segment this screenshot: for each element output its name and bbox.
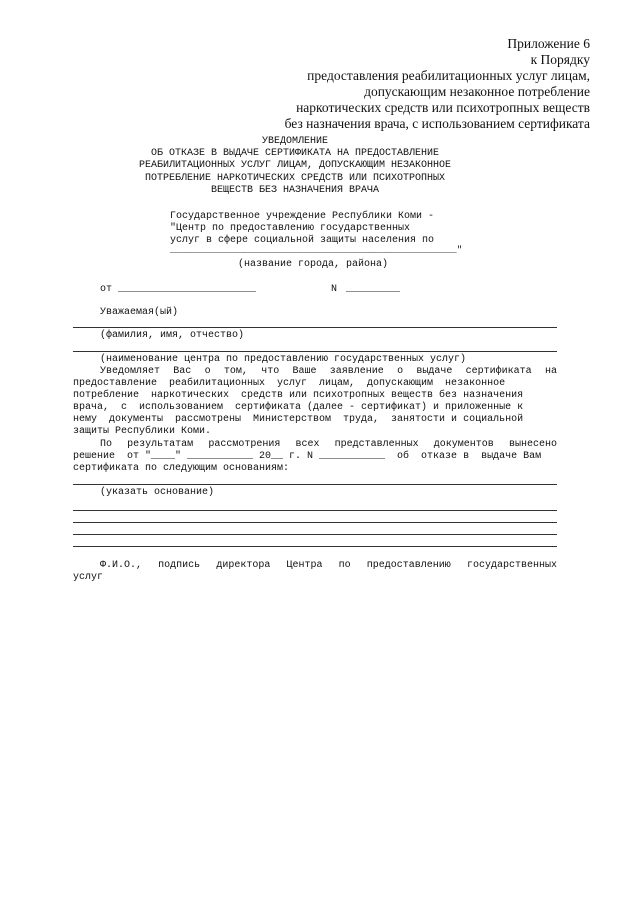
reason-hint: (указать основание) (100, 487, 215, 498)
word: выдаче (416, 366, 453, 377)
city-hint: (название города, района) (238, 259, 389, 270)
body-line: решение от "____" ___________ 20__ г. N ___________ об отказе в выдаче Вам (73, 451, 542, 462)
body-line: врача, с использованием сертификата (далее - сертификат) и приложенные к (73, 402, 524, 413)
title-line: ВЕЩЕСТВ БЕЗ НАЗНАЧЕНИЯ ВРАЧА (210, 184, 380, 196)
word: вынесено (508, 439, 557, 450)
word: представленных (334, 439, 419, 450)
word: результатам (127, 439, 194, 450)
word: подпись (158, 560, 201, 571)
full-name-line (73, 327, 557, 328)
word: Центра (286, 560, 323, 571)
appendix-line: к Порядку (530, 52, 590, 67)
appendix-line: предоставления реабилитационных услуг лицам, (307, 68, 590, 83)
word: заявление (329, 366, 384, 377)
salutation: Уважаемая(ый) (100, 307, 179, 318)
appendix-line: допускающим незаконное потребление (364, 84, 590, 99)
word: по (338, 560, 351, 571)
signature-line: услуг (73, 572, 104, 583)
reason-line (73, 510, 557, 511)
institution-line: услуг в сфере социальной защиты населения по (170, 235, 435, 246)
reason-line (73, 522, 557, 523)
from-label: от (100, 284, 113, 295)
word: Уведомляет (100, 366, 161, 377)
body-line: предоставление реабилитационных услуг лицам, допускающим незаконное (73, 378, 506, 389)
document-title (120, 136, 470, 197)
word: том, (223, 366, 248, 377)
title-line: РЕАБИЛИТАЦИОННЫХ УСЛУГ ЛИЦАМ, ДОПУСКАЮЩИМ НЕЗАКОННОЕ (138, 160, 452, 172)
word: на (544, 366, 557, 377)
institution-line: "Центр по предоставлению государственных (170, 223, 411, 234)
word: Вас (173, 366, 192, 377)
title-line: УВЕДОМЛЕНИЕ (261, 136, 328, 147)
word: всех (295, 439, 320, 450)
body-paragraph-2-first-line (100, 439, 557, 451)
word: государственных (466, 560, 557, 571)
word: что (261, 366, 280, 377)
institution-city-blank: ____________________________________________________" (170, 244, 463, 255)
word: документов (433, 439, 494, 450)
appendix-line: наркотических средств или психотропных веществ (296, 100, 590, 115)
word: директора (216, 560, 271, 571)
center-name-line (73, 351, 557, 352)
word: рассмотрения (208, 439, 281, 450)
appendix-line: без назначения врача, с использованием сертификата (284, 116, 590, 131)
word: Ф.И.О., (100, 560, 143, 571)
appendix-line: Приложение 6 (507, 36, 590, 51)
word: По (100, 439, 113, 450)
institution-line: Государственное учреждение Республики Коми - (170, 211, 435, 222)
body-line: потребление наркотических средств или психотропных веществ без назначения (73, 390, 524, 401)
title-line: ПОТРЕБЛЕНИЕ НАРКОТИЧЕСКИХ СРЕДСТВ ИЛИ ПСИХОТРОПНЫХ (144, 172, 446, 184)
word: предоставлению (366, 560, 451, 571)
title-line: ОБ ОТКАЗЕ В ВЫДАЧЕ СЕРТИФИКАТА НА ПРЕДОСТАВЛЕНИЕ (150, 148, 440, 160)
from-blank: _______________________ (118, 284, 257, 295)
full-name-hint: (фамилия, имя, отчество) (100, 330, 245, 341)
body-line: защиты Республики Коми. (73, 426, 212, 437)
word: Ваше (292, 366, 317, 377)
body-paragraph-1-first-line (100, 366, 557, 378)
word: о (397, 366, 404, 377)
number-blank: _________ (346, 284, 401, 295)
word: сертификата (465, 366, 532, 377)
reason-line (73, 484, 557, 485)
number-label: N (331, 284, 338, 295)
reason-line (73, 534, 557, 535)
word: о (204, 366, 211, 377)
body-line: сертификата по следующим основаниям: (73, 463, 290, 474)
body-line: нему документы рассмотрены Министерством труда, занятости и социальной (73, 414, 524, 425)
reason-line (73, 546, 557, 547)
appendix-header (285, 36, 590, 132)
signature-first-line (100, 560, 557, 572)
center-name-hint: (наименование центра по предоставлению государственных услуг) (100, 354, 467, 365)
